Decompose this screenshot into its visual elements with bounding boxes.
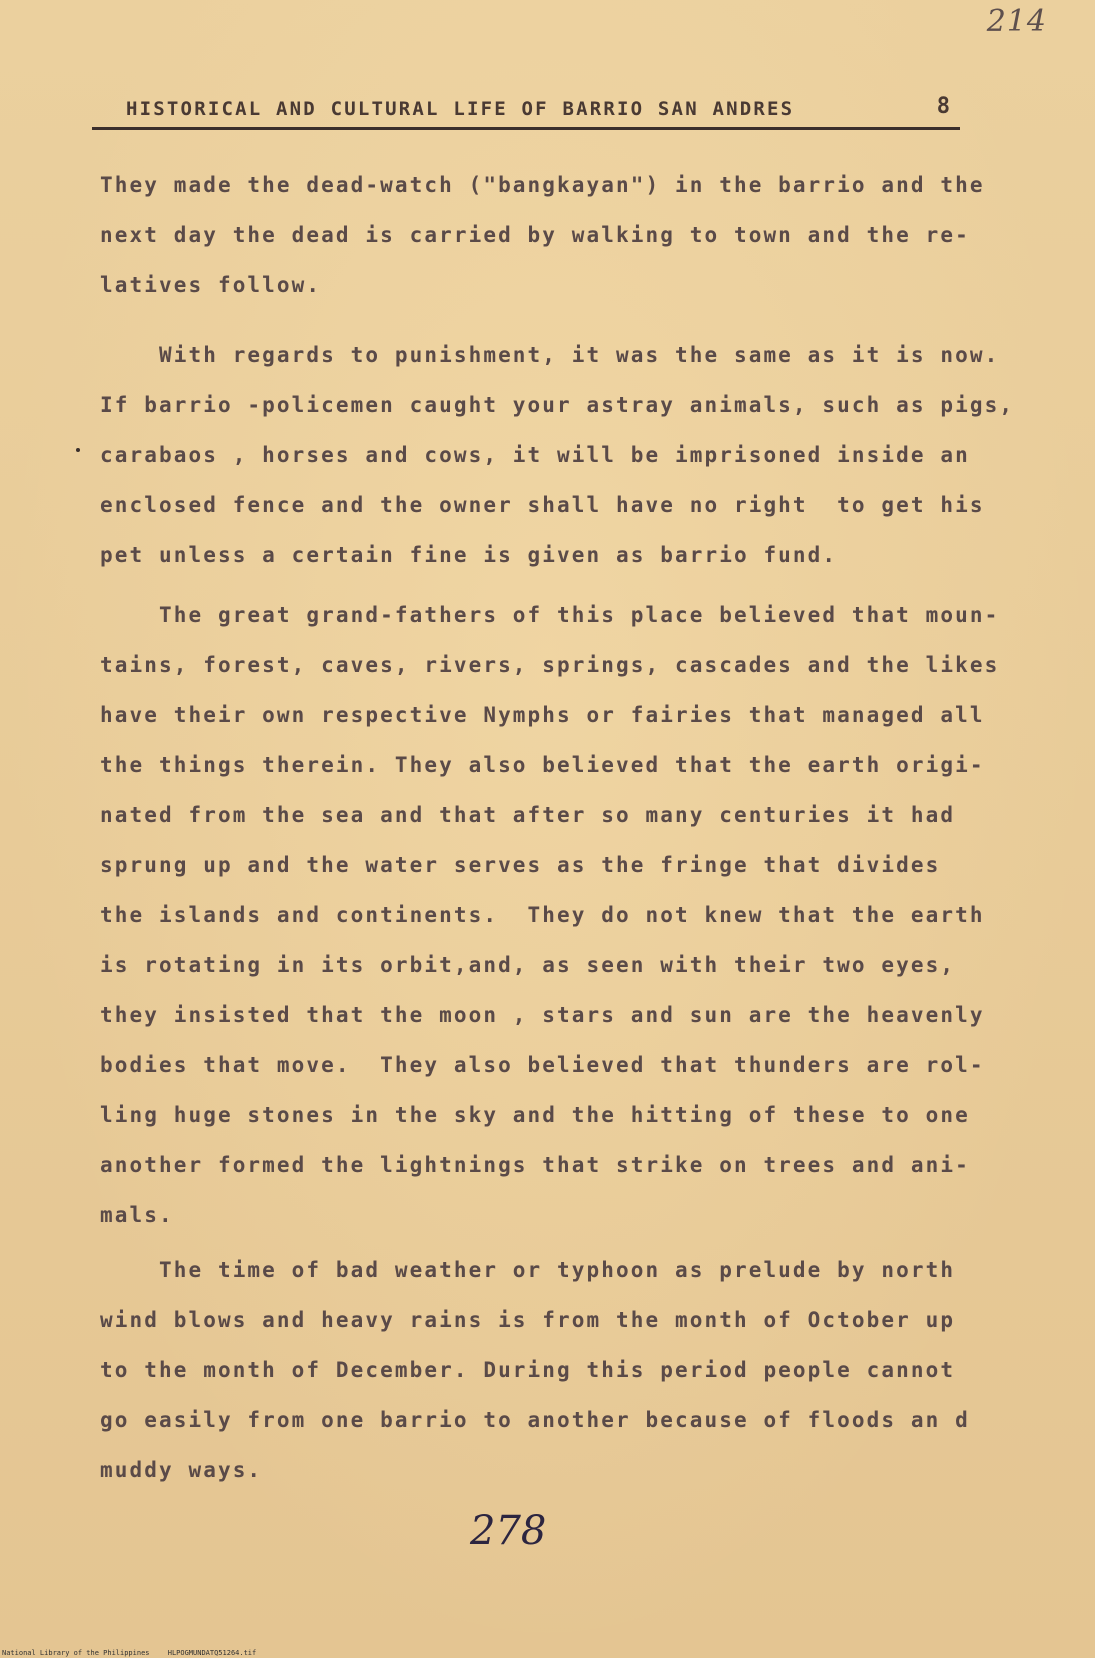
text-line: ling huge stones in the sky and the hitting of these to one (100, 1103, 970, 1127)
handwritten-page-number-bottom: 278 (470, 1508, 547, 1554)
header-underline (92, 127, 960, 130)
text-line: the things therein. They also believed that the earth origi- (100, 753, 985, 777)
text-line: is rotating in its orbit,and, as seen with their two eyes, (100, 953, 956, 977)
text-line: bodies that move. They also believed that thunders are rol- (100, 1053, 985, 1077)
handwritten-page-number-top: 214 (986, 4, 1047, 39)
text-line: tains, forest, caves, rivers, springs, cascades and the likes (100, 653, 1000, 677)
text-line: mals. (100, 1203, 174, 1227)
paragraph-beliefs (100, 590, 1020, 1240)
header-title: HISTORICAL AND CULTURAL LIFE OF BARRIO SAN ANDRES (126, 98, 795, 120)
text-line: they insisted that the moon , stars and sun are the heavenly (100, 1003, 985, 1027)
text-line: They made the dead-watch ("bangkayan") in the barrio and the (100, 173, 985, 197)
scan-footer (2, 1649, 270, 1657)
text-line: latives follow. (100, 273, 322, 297)
text-line: nated from the sea and that after so many centuries it had (100, 803, 956, 827)
footer-file: HLPOGMUNDATQ51264.tif (167, 1649, 257, 1657)
text-line: The great grand-fathers of this place believed that moun- (100, 603, 1000, 627)
text-line: The time of bad weather or typhoon as prelude by north (100, 1258, 956, 1282)
text-line: sprung up and the water serves as the fringe that divides (100, 853, 941, 877)
text-line: have their own respective Nymphs or fairies that managed all (100, 703, 985, 727)
text-line: muddy ways. (100, 1458, 263, 1482)
text-line: If barrio -policemen caught your astray animals, such as pigs, (100, 393, 1015, 417)
text-line: wind blows and heavy rains is from the month of October up (100, 1308, 956, 1332)
paragraph-weather (100, 1245, 1020, 1495)
page-header (92, 94, 960, 132)
text-line: go easily from one barrio to another because of floods an d (100, 1408, 970, 1432)
ink-speck (76, 448, 80, 452)
text-line: enclosed fence and the owner shall have no right to get his (100, 493, 985, 517)
text-line: With regards to punishment, it was the same as it is now. (100, 343, 1000, 367)
text-line: next day the dead is carried by walking to town and the re- (100, 223, 970, 247)
text-line: to the month of December. During this period people cannot (100, 1358, 956, 1382)
text-line: pet unless a certain fine is given as barrio fund. (100, 543, 838, 567)
text-line: the islands and continents. They do not knew that the earth (100, 903, 985, 927)
text-line: carabaos , horses and cows, it will be imprisoned inside an (100, 443, 970, 467)
paragraph-punishment (100, 330, 1020, 580)
header-page-number: 8 (936, 94, 950, 119)
footer-library: National Library of the Philippines (2, 1649, 150, 1657)
paragraph-dead-watch (100, 160, 1020, 310)
text-line: another formed the lightnings that strike on trees and ani- (100, 1153, 970, 1177)
